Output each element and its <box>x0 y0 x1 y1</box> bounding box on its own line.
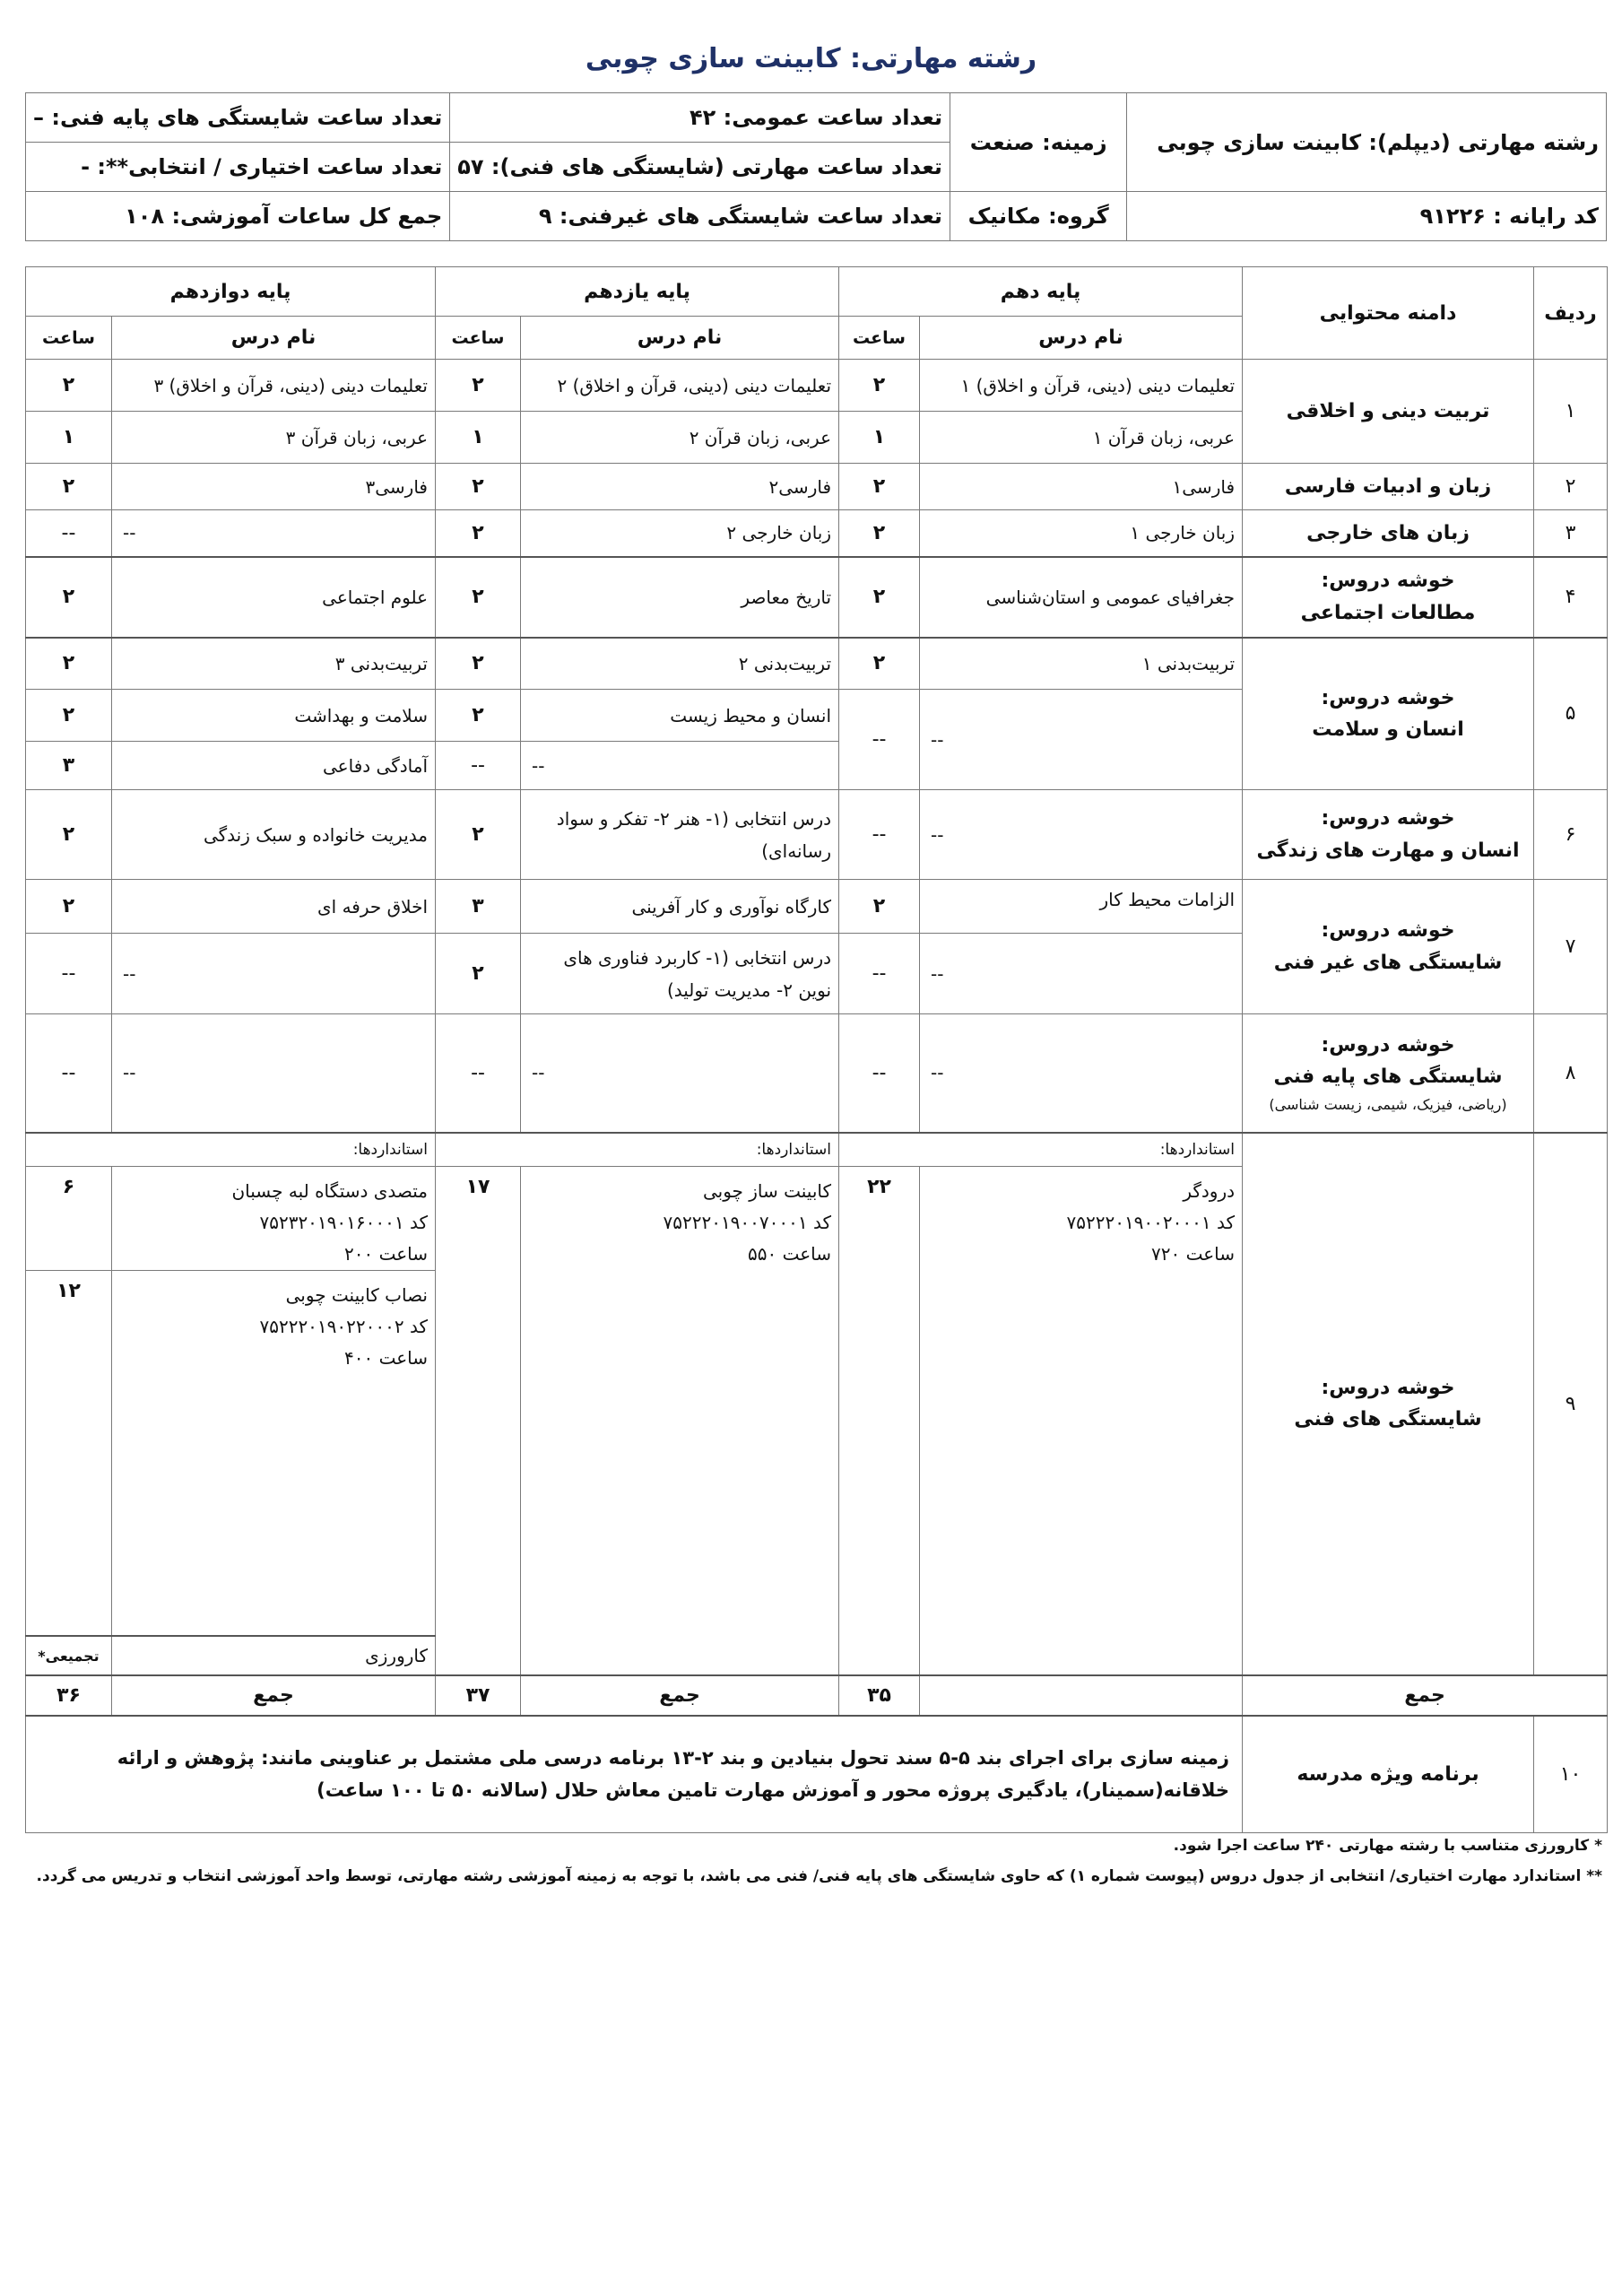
domain-cell: تربیت دینی و اخلاقی <box>1243 360 1534 464</box>
standard-code: کد ۷۵۲۲۲۰۱۹۰۲۲۰۰۰۲ <box>259 1315 428 1337</box>
course-hours: ۱ <box>436 412 521 464</box>
course-hours: ۲ <box>839 510 920 557</box>
domain-cell <box>1243 1014 1534 1133</box>
elective-hours: تعداد ساعت اختیاری / انتخابی**: - <box>26 143 450 192</box>
header-row-no: ردیف <box>1534 267 1608 360</box>
standard-hours-text: ساعت ۷۲۰ <box>1151 1242 1236 1265</box>
field-name: رشته مهارتی (دیپلم): کابینت سازی چوبی <box>1127 93 1607 192</box>
course-hours: ۲ <box>436 360 521 412</box>
course-name: -- <box>521 742 839 790</box>
domain-cell <box>1243 557 1534 638</box>
course-hours: ۲ <box>436 638 521 690</box>
standard-code: کد ۷۵۲۳۲۰۱۹۰۱۶۰۰۰۱ <box>259 1211 428 1233</box>
header-g12-name: نام درس <box>112 317 436 360</box>
domain-cluster-name: شایستگی های غیر فنی <box>1273 951 1503 974</box>
course-name: انسان و محیط زیست <box>521 690 839 742</box>
header-domain: دامنه محتوایی <box>1243 267 1534 360</box>
course-hours: -- <box>839 690 920 790</box>
footnote-elective: ** استاندارد مهارت اختیاری/ انتخابی از جدول دروس (پیوست شماره ۱) که حاوی شایستگی های پایه فنی/ فنی می باشد، با توجه به زمینه آموزشی رشته مهارتی، توسط واحد آموزشی انتخاب و تدریس می گردد. <box>36 1867 1602 1885</box>
course-name: -- <box>112 510 436 557</box>
course-name: سلامت و بهداشت <box>112 690 436 742</box>
table-row <box>26 557 1608 638</box>
standard-code: کد ۷۵۲۲۲۰۱۹۰۰۲۰۰۰۱ <box>1066 1211 1236 1233</box>
row-number: ۶ <box>1534 790 1608 880</box>
course-hours: ۲ <box>839 638 920 690</box>
totals-g10: ۳۵ <box>839 1675 920 1716</box>
table-row <box>26 880 1608 934</box>
standards-label: استانداردها: <box>839 1133 1243 1167</box>
course-name: -- <box>920 690 1243 790</box>
course-name: زبان خارجی ۱ <box>920 510 1243 557</box>
standard-hours-text: ساعت ۲۰۰ <box>343 1242 428 1265</box>
course-hours: -- <box>839 790 920 880</box>
table-row <box>26 1716 1608 1832</box>
row-number: ۷ <box>1534 880 1608 1014</box>
domain-cluster-name: مطالعات اجتماعی <box>1300 601 1476 624</box>
header-grade11: پایه یازدهم <box>436 267 839 317</box>
header-g10-name: نام درس <box>920 317 1243 360</box>
course-hours: ۲ <box>26 360 112 412</box>
course-hours: ۲ <box>26 690 112 742</box>
course-hours: ۳ <box>436 880 521 934</box>
general-hours: تعداد ساعت عمومی: ۴۲ <box>450 93 950 143</box>
course-hours: -- <box>436 1014 521 1133</box>
group: گروه: مکانیک <box>950 192 1126 241</box>
course-hours: ۲ <box>436 557 521 638</box>
totals-g11: ۳۷ <box>436 1675 521 1716</box>
course-name: -- <box>920 934 1243 1014</box>
school-program-text: زمینه سازی برای اجرای بند ۵-۵ سند تحول بنیادین و بند ۲-۱۳ برنامه درسی ملی مشتمل بر عناوینی مانند: پژوهش و ارائه خلاقانه(سمینار)، یادگیری پروژه محور و آموزش مهارت تامین معاش حلال (سالانه ۵۰ تا ۱۰۰ ساعت) <box>26 1716 1243 1832</box>
header-grade12: پایه دوازدهم <box>26 267 436 317</box>
table-row <box>26 464 1608 510</box>
header-g11-hours: ساعت <box>436 317 521 360</box>
header-grade10: پایه دهم <box>839 267 1243 317</box>
basic-tech-hours: تعداد ساعت شایستگی های پایه فنی: – <box>26 93 450 143</box>
domain-cell: زبان و ادبیات فارسی <box>1243 464 1534 510</box>
course-hours: ۳ <box>26 742 112 790</box>
course-name: فارسی۳ <box>112 464 436 510</box>
domain-cell <box>1243 638 1534 790</box>
course-name: اخلاق حرفه ای <box>112 880 436 934</box>
domain-cell <box>1243 790 1534 880</box>
course-name: -- <box>112 934 436 1014</box>
program-info-table <box>25 92 1607 241</box>
standard-name: درودگر <box>1183 1179 1236 1202</box>
totals-g10-label <box>920 1675 1243 1716</box>
totals-row <box>26 1675 1608 1716</box>
course-hours: -- <box>26 510 112 557</box>
course-hours: -- <box>26 934 112 1014</box>
table-row <box>26 638 1608 690</box>
domain-cluster-name: شایستگی های فنی <box>1294 1408 1482 1431</box>
course-name: آمادگی دفاعی <box>112 742 436 790</box>
domain-cluster-label: خوشه دروس: <box>1321 1034 1455 1057</box>
standard-g12 <box>112 1270 436 1636</box>
course-hours: ۲ <box>436 510 521 557</box>
table-row <box>26 510 1608 557</box>
course-hours: ۲ <box>839 360 920 412</box>
course-name: -- <box>521 1014 839 1133</box>
standard-hours-text: ساعت ۴۰۰ <box>343 1346 428 1369</box>
course-hours: ۲ <box>26 464 112 510</box>
row-number: ۸ <box>1534 1014 1608 1133</box>
standard-hours-text: ساعت ۵۵۰ <box>748 1242 832 1265</box>
course-hours: ۱ <box>26 412 112 464</box>
course-hours: -- <box>839 1014 920 1133</box>
course-name: تربیت‌بدنی ۱ <box>920 638 1243 690</box>
internship-label: کارورزی <box>112 1636 436 1675</box>
course-hours: ۶ <box>26 1166 112 1270</box>
course-name: فارسی۱ <box>920 464 1243 510</box>
standard-name: کابینت ساز چوبی <box>702 1179 832 1202</box>
course-name: تعلیمات دینی (دینی، قرآن و اخلاق) ۱ <box>920 360 1243 412</box>
course-name: جغرافیای عمومی و استان‌شناسی <box>920 557 1243 638</box>
course-name: عربی، زبان قرآن ۲ <box>521 412 839 464</box>
row-number: ۹ <box>1534 1133 1608 1676</box>
course-hours: ۲ <box>839 464 920 510</box>
course-name: زبان خارجی ۲ <box>521 510 839 557</box>
course-hours: ۲ <box>839 880 920 934</box>
course-name: الزامات محیط کار <box>920 880 1243 934</box>
course-name: -- <box>920 790 1243 880</box>
row-number: ۳ <box>1534 510 1608 557</box>
standard-g12 <box>112 1166 436 1270</box>
domain-cluster-name: انسان و مهارت های زندگی <box>1256 839 1520 862</box>
course-name: تعلیمات دینی (دینی، قرآن و اخلاق) ۳ <box>112 360 436 412</box>
standard-g10 <box>920 1166 1243 1675</box>
totals-g12-label: جمع <box>112 1675 436 1716</box>
course-hours: ۲۲ <box>839 1166 920 1675</box>
header-g10-hours: ساعت <box>839 317 920 360</box>
course-name: مدیریت خانواده و سبک زندگی <box>112 790 436 880</box>
skill-hours: تعداد ساعت مهارتی (شایستگی های فنی): ۵۷ <box>450 143 950 192</box>
course-name: تربیت‌بدنی ۲ <box>521 638 839 690</box>
course-name: تربیت‌بدنی ۳ <box>112 638 436 690</box>
course-name: فارسی۲ <box>521 464 839 510</box>
school-program-label: برنامه ویژه مدرسه <box>1243 1716 1534 1832</box>
footnote-internship: * کارورزی متناسب با رشته مهارتی ۲۴۰ ساعت اجرا شود. <box>1173 1837 1602 1855</box>
course-hours: ۲ <box>436 690 521 742</box>
course-name: تاریخ معاصر <box>521 557 839 638</box>
domain-cell: زبان های خارجی <box>1243 510 1534 557</box>
course-hours: ۲ <box>26 790 112 880</box>
course-hours: ۲ <box>26 557 112 638</box>
course-name: علوم اجتماعی <box>112 557 436 638</box>
course-hours: ۲ <box>839 557 920 638</box>
course-name: عربی، زبان قرآن ۱ <box>920 412 1243 464</box>
course-hours: -- <box>839 934 920 1014</box>
curriculum-table <box>25 266 1608 1833</box>
table-row <box>26 1133 1608 1167</box>
table-row <box>26 1014 1608 1133</box>
course-hours: ۲ <box>436 790 521 880</box>
course-name: عربی، زبان قرآن ۳ <box>112 412 436 464</box>
nontech-hours: تعداد ساعت شایستگی های غیرفنی: ۹ <box>450 192 950 241</box>
row-number: ۱ <box>1534 360 1608 464</box>
table-row <box>26 360 1608 412</box>
standard-name: متصدی دستگاه لبه چسبان <box>231 1179 428 1202</box>
totals-g11-label: جمع <box>521 1675 839 1716</box>
domain-cell <box>1243 880 1534 1014</box>
standards-label: استانداردها: <box>26 1133 436 1167</box>
row-number: ۱۰ <box>1534 1716 1608 1832</box>
domain-cell <box>1243 1133 1534 1676</box>
header-g12-hours: ساعت <box>26 317 112 360</box>
domain-cluster-label: خوشه دروس: <box>1321 1377 1455 1400</box>
domain-cluster-name: انسان و سلامت <box>1312 718 1464 741</box>
course-hours: ۱۷ <box>436 1166 521 1675</box>
domain-cluster-label: خوشه دروس: <box>1321 919 1455 943</box>
row-number: ۲ <box>1534 464 1608 510</box>
standard-name: نصاب کابینت چوبی <box>285 1283 428 1306</box>
computer-code: کد رایانه : ۹۱۲۲۶ <box>1127 192 1607 241</box>
domain-cluster-name: شایستگی های پایه فنی <box>1273 1065 1503 1089</box>
page-title: رشته مهارتی: کابینت سازی چوبی <box>585 43 1037 74</box>
standard-g11 <box>521 1166 839 1675</box>
course-hours: -- <box>26 1014 112 1133</box>
course-hours: ۱۲ <box>26 1270 112 1636</box>
course-name: درس انتخابی (۱- هنر ۲- تفکر و سواد رسانه‌ای) <box>521 790 839 880</box>
row-number: ۵ <box>1534 638 1608 790</box>
domain-cluster-label: خوشه دروس: <box>1321 570 1455 593</box>
course-hours: ۲ <box>436 464 521 510</box>
internship-hours: تجمیعی* <box>26 1636 112 1675</box>
course-name: درس انتخابی (۱- کاربرد فناوری های نوین ۲- مدیریت تولید) <box>521 934 839 1014</box>
zone: زمینه: صنعت <box>950 93 1126 192</box>
course-hours: -- <box>436 742 521 790</box>
course-name: -- <box>920 1014 1243 1133</box>
standards-label: استانداردها: <box>436 1133 839 1167</box>
domain-cluster-label: خوشه دروس: <box>1321 807 1455 831</box>
course-hours: ۱ <box>839 412 920 464</box>
course-hours: ۲ <box>436 934 521 1014</box>
standard-code: کد ۷۵۲۲۲۰۱۹۰۰۷۰۰۰۱ <box>663 1211 832 1233</box>
course-name: تعلیمات دینی (دینی، قرآن و اخلاق) ۲ <box>521 360 839 412</box>
domain-cluster-label: خوشه دروس: <box>1321 686 1455 709</box>
total-hours: جمع کل ساعات آموزشی: ۱۰۸ <box>26 192 450 241</box>
totals-g12: ۳۶ <box>26 1675 112 1716</box>
domain-note: (ریاضی، فیزیک، شیمی، زیست شناسی) <box>1269 1095 1507 1113</box>
course-name: کارگاه نوآوری و کار آفرینی <box>521 880 839 934</box>
course-hours: ۲ <box>26 880 112 934</box>
table-row <box>26 790 1608 880</box>
course-hours: ۲ <box>26 638 112 690</box>
row-number: ۴ <box>1534 557 1608 638</box>
course-name: -- <box>112 1014 436 1133</box>
header-g11-name: نام درس <box>521 317 839 360</box>
totals-label: جمع <box>1243 1675 1608 1716</box>
